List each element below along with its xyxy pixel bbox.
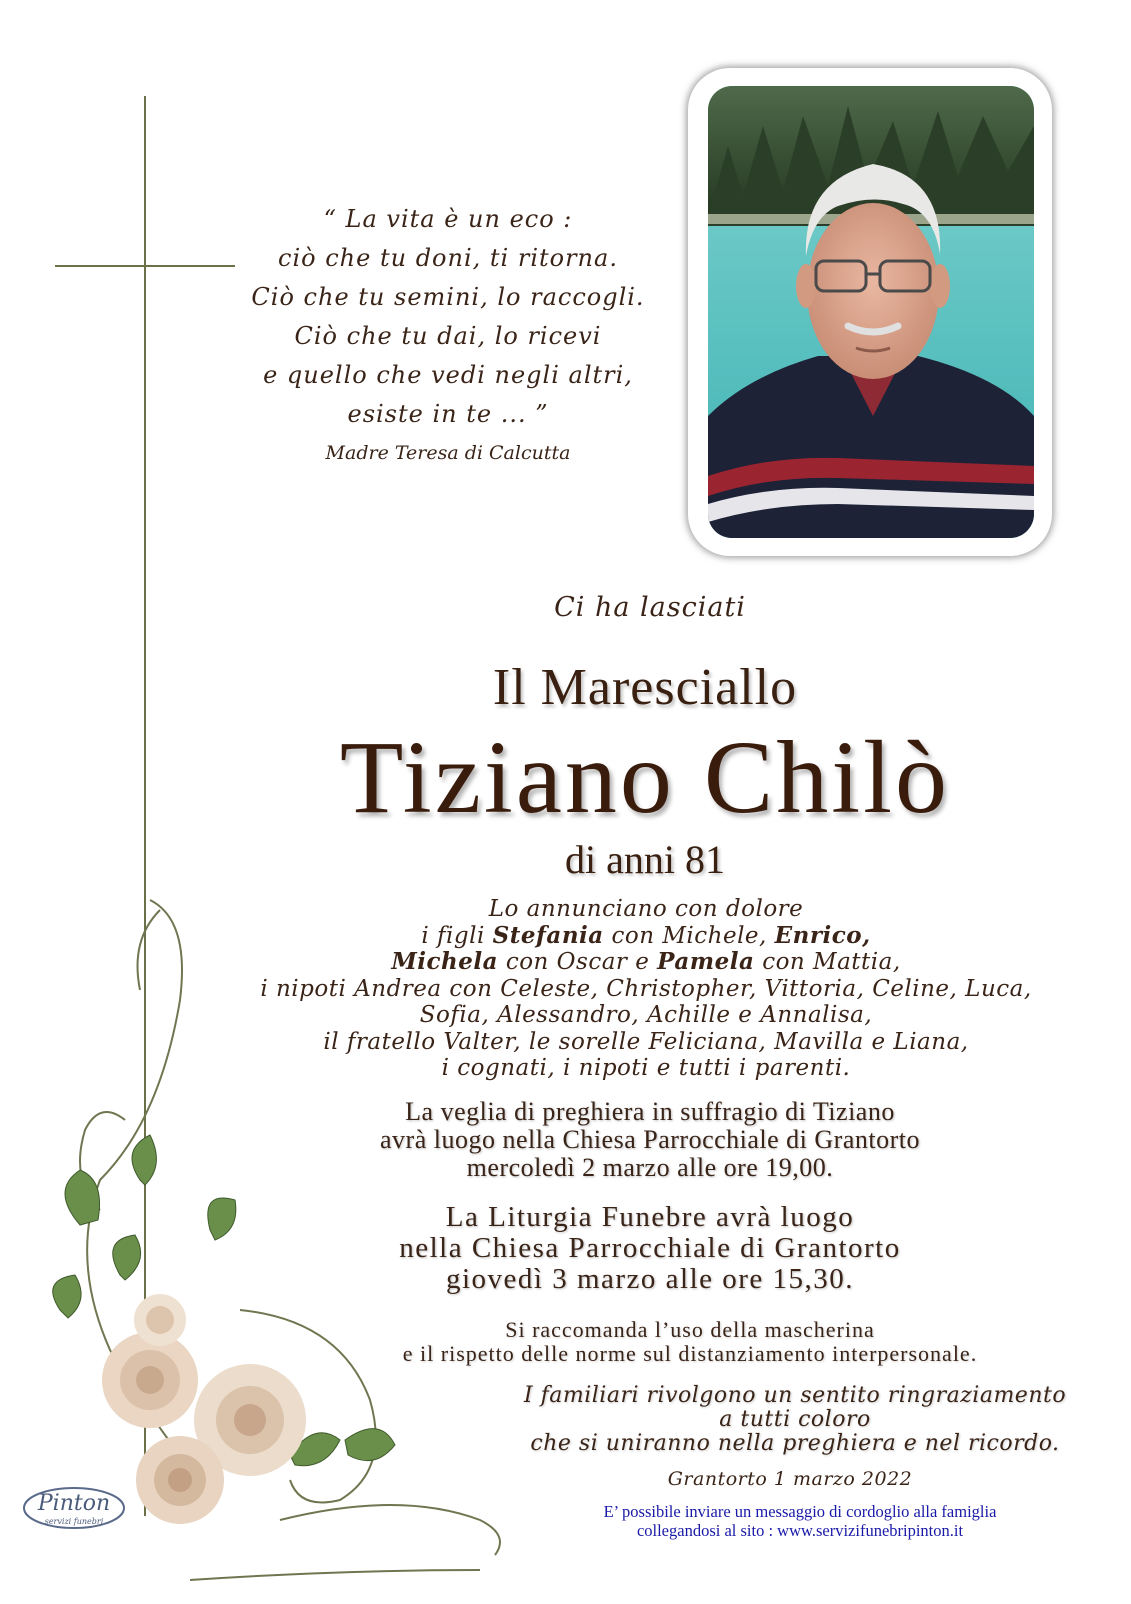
place-and-date: Grantorto 1 marzo 2022	[667, 1468, 913, 1490]
child-name: Stefania	[492, 921, 604, 949]
liturgy-line: giovedì 3 marzo alle ore 15,30.	[445, 1263, 855, 1295]
deceased-age: di anni 81	[565, 837, 725, 882]
announcement-line: i nipoti Andrea con Celeste, Christopher, Vittoria, Celine, Luca,	[260, 975, 1032, 1002]
thanks-line: che si uniranno nella preghiera e nel ricordo.	[530, 1431, 1060, 1456]
child-name: Michela	[391, 948, 499, 975]
quote-line: “ La vita è un eco :	[323, 205, 573, 233]
quote-line: e quello che vedi negli altri,	[263, 361, 633, 389]
quote-author: Madre Teresa di Calcutta	[325, 442, 571, 464]
liturgy-line: nella Chiesa Parrocchiale di Grantorto	[399, 1232, 901, 1264]
deceased-name: Tiziano Chilò	[339, 720, 951, 835]
text: con Michele,	[611, 922, 767, 949]
vigil-line: avrà luogo nella Chiesa Parrocchiale di Grantorto	[380, 1125, 920, 1154]
text: con Oscar e	[505, 949, 650, 975]
svg-text:Pinton: Pinton	[37, 1491, 111, 1516]
intro-text: Ci ha lasciati	[554, 592, 746, 623]
quote-line: Ciò che tu dai, lo ricevi	[294, 322, 602, 350]
vigil-line: mercoledì 2 marzo alle ore 19,00.	[466, 1153, 834, 1182]
vigil-line: La veglia di preghiera in suffragio di Tiziano	[405, 1097, 895, 1126]
cross-horizontal-bar	[55, 265, 235, 267]
text: i figli	[421, 922, 485, 949]
mask-line: e il rispetto delle norme sul distanziamento interpersonale.	[402, 1341, 978, 1366]
online-link-line[interactable]: collegandosi al sito : www.servizifunebripinton.it	[636, 1521, 964, 1540]
quote-line: ciò che tu doni, ti ritorna.	[278, 244, 618, 272]
child-name: Pamela	[657, 948, 755, 975]
text: con Mattia,	[762, 949, 901, 975]
thanks-line: I familiari rivolgono un sentito ringraziamento	[523, 1383, 1067, 1408]
announcement-line: i cognati, i nipoti e tutti i parenti.	[441, 1055, 851, 1081]
announcement-line: Lo annunciano con dolore	[488, 896, 804, 922]
pinton-logo	[18, 1478, 130, 1538]
announcement-line: Sofia, Alessandro, Achille e Annalisa,	[419, 1002, 873, 1028]
mask-line: Si raccomanda l’uso della mascherina	[505, 1317, 875, 1342]
thanks-line: a tutti coloro	[719, 1407, 871, 1432]
online-line: E’ possibile inviare un messaggio di cordoglio alla famiglia	[603, 1502, 997, 1521]
deceased-title: Il Maresciallo	[492, 659, 798, 716]
quote-line: Ciò che tu semini, lo raccogli.	[251, 283, 645, 311]
online-condolence-notice	[500, 1502, 1100, 1540]
liturgy-line: La Liturgia Funebre avrà luogo	[445, 1201, 855, 1233]
quote	[222, 200, 674, 434]
portrait-photo	[708, 86, 1034, 538]
announcement-line: il fratello Valter, le sorelle Feliciana, Mavilla e Liana,	[323, 1028, 969, 1055]
family-thanks	[500, 1384, 1090, 1456]
svg-text:servizi funebri: servizi funebri	[44, 1517, 104, 1526]
child-name: Enrico,	[774, 921, 871, 949]
quote-line: esiste in te ... ”	[347, 400, 549, 428]
